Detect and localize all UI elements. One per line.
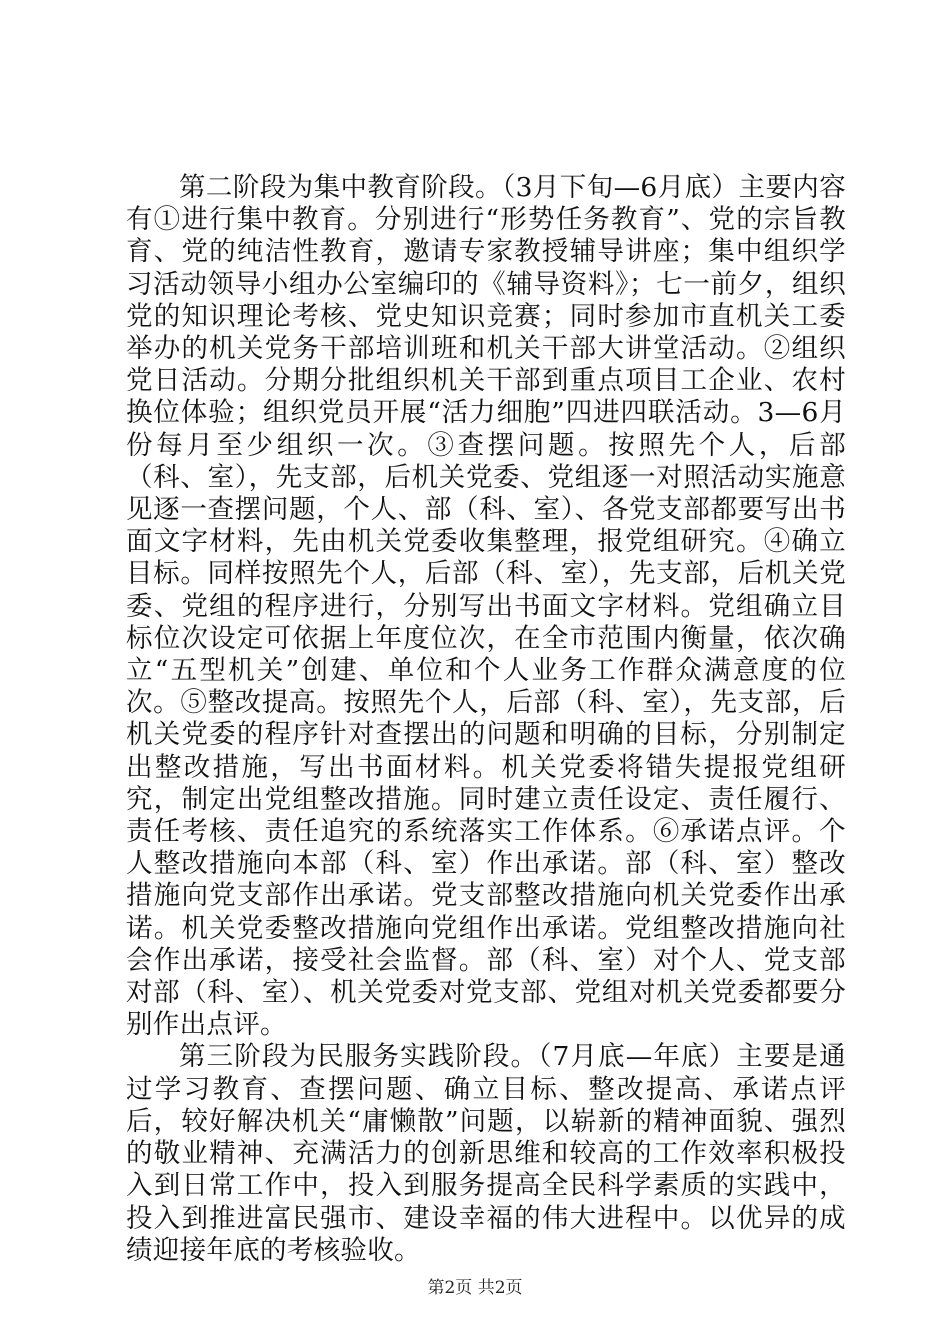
page-number-footer: 第2页 共2页 [427,1278,523,1298]
paragraph-stage-three: 第三阶段为民服务实践阶段。（7月底—年底）主要是通过学习教育、查摆问题、确立目标、整改提高、承诺点评后，较好解决机关“庸懒散”问题，以崭新的精神面貌、强烈的敬业精神、充满活力的创新思维和较高的工作效率积极投入到日常工作中，投入到服务提高全民科学素质的实践中，投入到推进富民强市、建设幸福的伟大进程中。以优异的成绩迎接年底的考核验收。 [126,1041,846,1266]
document-body [126,172,846,1267]
paragraph-stage-two: 第二阶段为集中教育阶段。（3月下旬—6月底）主要内容有①进行集中教育。分别进行“形势任务教育”、党的宗旨教育、党的纯洁性教育，邀请专家教授辅导讲座；集中组织学习活动领导小组办公室编印的《辅导资料》；七一前夕，组织党的知识理论考核、党史知识竞赛；同时参加市直机关工委举办的机关党务干部培训班和机关干部大讲堂活动。②组织党日活动。分期分批组织机关干部到重点项目工企业、农村换位体验；组织党员开展“活力细胞”四进四联活动。3—6月份每月至少组织一次。③查摆问题。按照先个人，后部（科、室），先支部，后机关党委、党组逐一对照活动实施意见逐一查摆问题，个人、部（科、室）、各党支部都要写出书面文字材料，先由机关党委收集整理，报党组研究。④确立目标。同样按照先个人，后部（科、室），先支部，后机关党委、党组的程序进行，分别写出书面文字材料。党组确立目标位次设定可依据上年度位次，在全市范围内衡量，依次确立“五型机关”创建、单位和个人业务工作群众满意度的位次。⑤整改提高。按照先个人，后部（科、室），先支部，后机关党委的程序针对查摆出的问题和明确的目标，分别制定出整改措施，写出书面材料。机关党委将错失提报党组研究，制定出党组整改措施。同时建立责任设定、责任履行、责任考核、责任追究的系统落实工作体系。⑥承诺点评。个人整改措施向本部（科、室）作出承诺。部（科、室）整改措施向党支部作出承诺。党支部整改措施向机关党委作出承诺。机关党委整改措施向党组作出承诺。党组整改措施向社会作出承诺，接受社会监督。部（科、室）对个人、党支部对部（科、室）、机关党委对党支部、党组对机关党委都要分别作出点评。 [126,172,846,1041]
